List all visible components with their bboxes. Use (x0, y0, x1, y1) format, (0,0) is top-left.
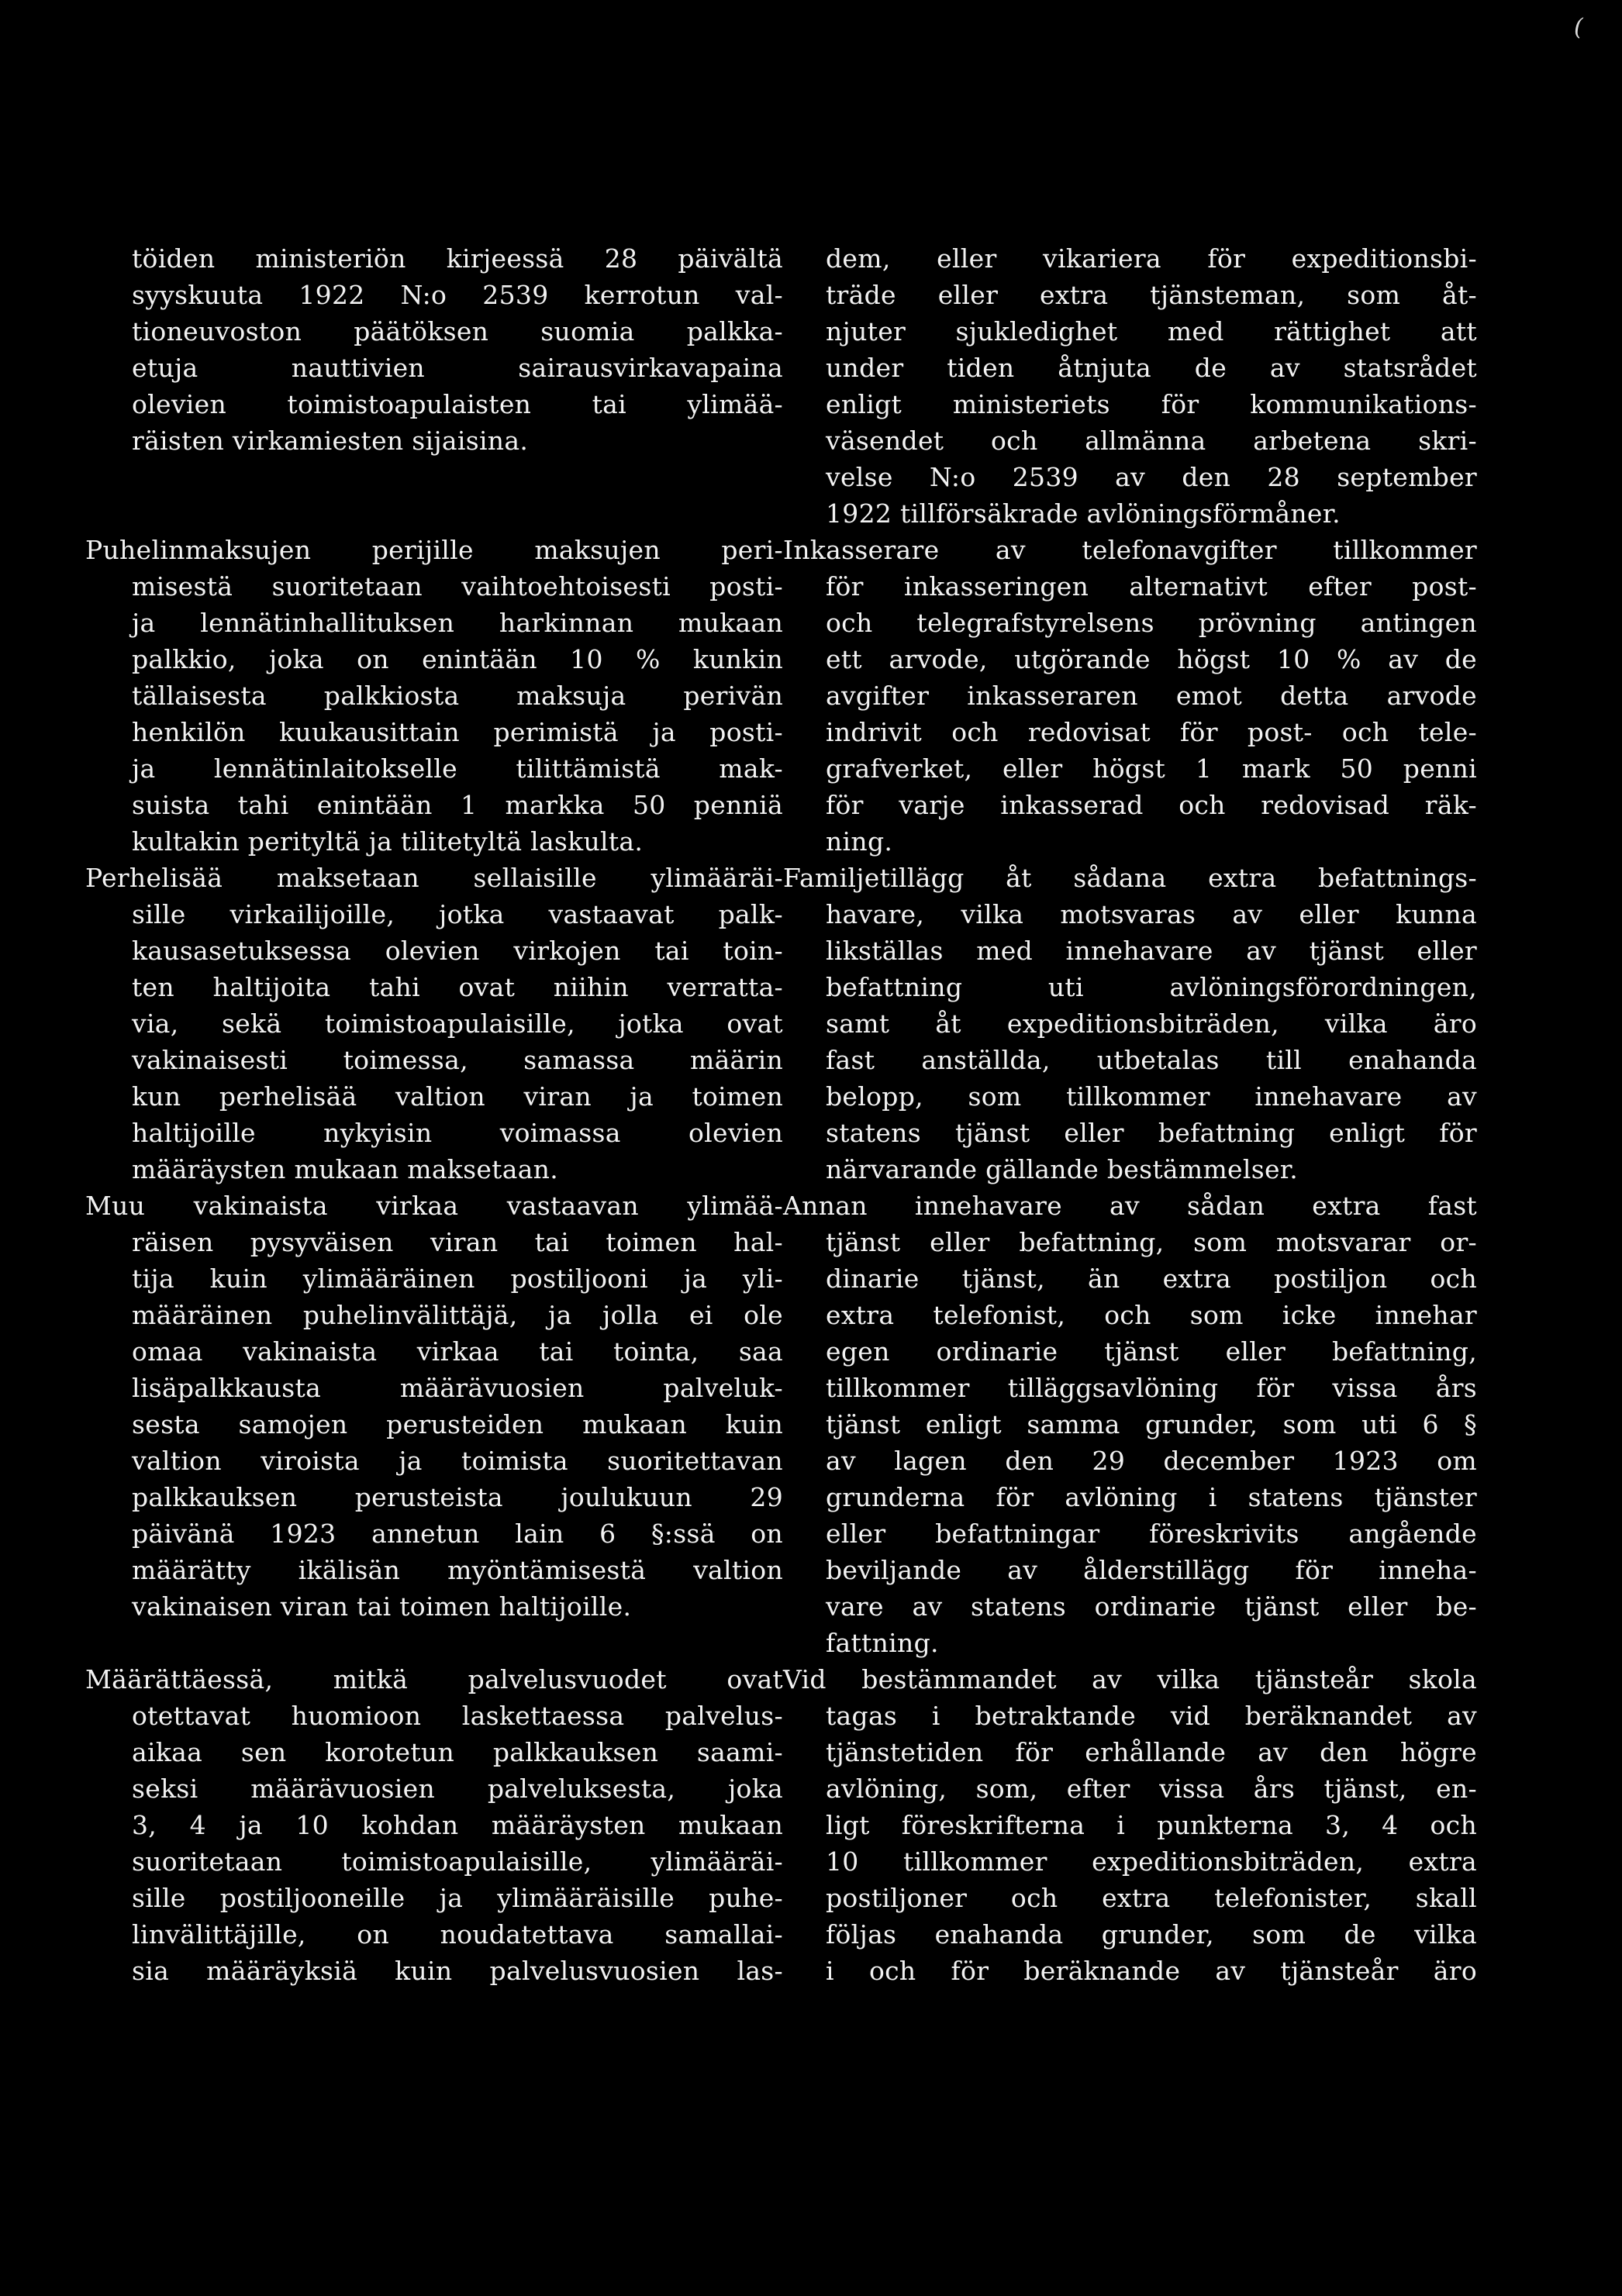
page-mark: ( (1574, 14, 1583, 41)
right-paragraph-2: Inkasserare av telefonavgifter tillkommer för inkasseringen alternativt efter post- och telegrafstyrelsens prövning antingen ett arvode, utgörande högst 10 % av de avgifter inkasseraren emot detta arvode indrivit och redovisat för post- och tele- grafverket, eller högst 1 mark 50 penni för varje inkasserad och redovisad räk- ning. (783, 535, 1477, 857)
left-paragraph-5: Määrättäessä, mitkä palvelusvuodet ovat otettavat huomioon laskettaessa palvelus- aikaa sen korotetun palkkauksen saami- seksi määrävuosien palveluksesta, joka 3, 4 ja 10 kohdan määräysten mukaan suoritetaan toimistoapulaisille, ylimääräi- sille postiljooneille ja ylimääräisille puhe- linvälittäjille, on noudatettava samallai- sia määräyksiä kuin palvelusvuosien las- (85, 1664, 783, 1986)
right-paragraph-3: Familjetillägg åt sådana extra befattnings- havare, vilka motsvaras av eller kunna likställas med innehavare av tjänst eller befattning uti avlöningsförordningen, samt åt expeditionsbiträden, vilka äro fast anställda, utbetalas till enahanda belopp, som tillkommer innehavare av statens tjänst eller befattning enligt för närvarande gällande bestämmelser. (783, 863, 1477, 1184)
right-paragraph-4: Annan innehavare av sådan extra fast tjänst eller befattning, som motsvarar or- dinarie tjänst, än extra postiljon och extra telefonist, och som icke innehar egen ordinarie tjänst eller befattning, tillkommer tilläggsavlöning för vissa års tjänst enligt samma grunder, som uti 6 § av lagen den 29 december 1923 om grunderna för avlöning i statens tjänster eller befattningar föreskrivits angående beviljande av ålderstillägg för inneha- vare av statens ordinarie tjänst eller be- fattning. (783, 1191, 1477, 1658)
left-paragraph-3: Perhelisää maksetaan sellaisille ylimääräi- sille virkailijoille, jotka vastaavat palk- kausasetuksessa olevien virkojen tai toin- ten haltijoita tahi ovat niihin verratta- via, sekä toimistoapulaisille, jotka ovat vakinaisesti toimessa, samassa määrin kun perhelisää valtion viran ja toimen haltijoille nykyisin voimassa olevien määräysten mukaan maksetaan. (85, 863, 783, 1184)
left-paragraph-2: Puhelinmaksujen perijille maksujen peri- misestä suoritetaan vaihtoehtoisesti posti- ja lennätinhallituksen harkinnan mukaan palkkio, joka on enintään 10 % kunkin tällaisesta palkkiosta maksuja perivän henkilön kuukausittain perimistä ja posti- ja lennätinlaitokselle tilittämistä mak- suista tahi enintään 1 markka 50 penniä kultakin perityltä ja tilitetyltä laskulta. (85, 535, 783, 857)
finnish-column (85, 240, 783, 1989)
right-paragraph-1: dem, eller vikariera för expeditionsbi- träde eller extra tjänsteman, som åt- njuter sjukledighet med rättighet att under tiden åtnjuta de av statsrådet enligt ministeriets för kommunikations- väsendet och allmänna arbetena skri- velse N:o 2539 av den 28 september 1922 tillförsäkrade avlöningsförmåner. (826, 243, 1477, 529)
swedish-column (783, 240, 1477, 1989)
left-paragraph-4: Muu vakinaista virkaa vastaavan ylimää- räisen pysyväisen viran tai toimen hal- tija kuin ylimääräinen postiljooni ja yli- määräinen puhelinvälittäjä, ja jolla ei ole omaa vakinaista virkaa tai tointa, saa lisäpalkkausta määrävuosien palveluk- sesta samojen perusteiden mukaan kuin valtion viroista ja toimista suoritettavan palkkauksen perusteista joulukuun 29 päivänä 1923 annetun lain 6 §:ssä on määrätty ikälisän myöntämisestä valtion vakinaisen viran tai toimen haltijoille. (85, 1191, 783, 1622)
right-paragraph-5: Vid bestämmandet av vilka tjänsteår skola tagas i betraktande vid beräknandet av tjänstetiden för erhållande av den högre avlöning, som, efter vissa års tjänst, en- ligt föreskrifterna i punkterna 3, 4 och 10 tillkommer expeditionsbiträden, extra postiljoner och extra telefonister, skall följas enahanda grunder, som de vilka i och för beräknande av tjänsteår äro (783, 1664, 1477, 1986)
left-paragraph-1: töiden ministeriön kirjeessä 28 päivältä syyskuuta 1922 N:o 2539 kerrotun val- tioneuvoston päätöksen suomia palkka- etuja nauttivien sairausvirkavapaina olevien toimistoapulaisten tai ylimää- räisten virkamiesten sijaisina. (132, 243, 783, 456)
